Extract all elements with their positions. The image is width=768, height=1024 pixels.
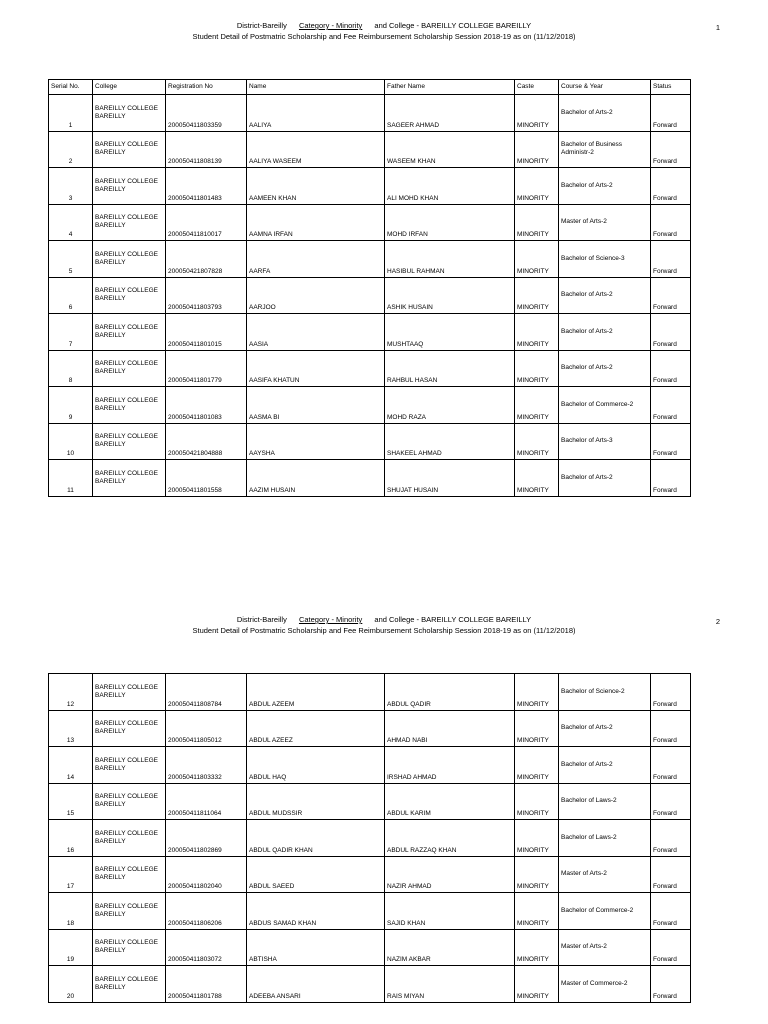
cell-college: BAREILLY COLLEGE BAREILLY — [93, 423, 166, 460]
cell-name: AASMA BI — [247, 387, 385, 424]
cell-status: Forward — [651, 241, 691, 278]
cell-serial: 20 — [49, 966, 93, 1003]
cell-name: ABTISHA — [247, 929, 385, 966]
cell-serial: 17 — [49, 856, 93, 893]
col-course-year: Course & Year — [559, 80, 651, 95]
cell-serial: 10 — [49, 423, 93, 460]
cell-status: Forward — [651, 314, 691, 351]
cell-name: AAZIM HUSAIN — [247, 460, 385, 497]
cell-caste: MINORITY — [515, 277, 559, 314]
cell-course-year: Bachelor of Laws-2 — [559, 783, 651, 820]
district-label: District-Bareilly — [236, 21, 287, 30]
cell-caste: MINORITY — [515, 893, 559, 930]
cell-father-name: SAGEER AHMAD — [385, 95, 515, 132]
cell-college: BAREILLY COLLEGE BAREILLY — [93, 710, 166, 747]
cell-father-name: MOHD IRFAN — [385, 204, 515, 241]
cell-college: BAREILLY COLLEGE BAREILLY — [93, 820, 166, 857]
col-registration: Registration No — [166, 80, 247, 95]
cell-status: Forward — [651, 131, 691, 168]
cell-name: ABDUS SAMAD KHAN — [247, 893, 385, 930]
college-label: and College - BAREILLY COLLEGE BAREILLY — [374, 21, 532, 30]
cell-name: AALIYA WASEEM — [247, 131, 385, 168]
cell-registration: 200050411801483 — [166, 168, 247, 205]
cell-course-year: Master of Arts-2 — [559, 856, 651, 893]
cell-caste: MINORITY — [515, 423, 559, 460]
table-row — [49, 856, 691, 893]
table-row — [49, 314, 691, 351]
cell-registration: 200050411801083 — [166, 387, 247, 424]
student-table-page-2 — [48, 673, 691, 1003]
table-row — [49, 966, 691, 1003]
cell-serial: 11 — [49, 460, 93, 497]
cell-status: Forward — [651, 204, 691, 241]
cell-course-year: Bachelor of Arts-2 — [559, 314, 651, 351]
cell-name: ABDUL SAEED — [247, 856, 385, 893]
cell-course-year: Bachelor of Arts-2 — [559, 95, 651, 132]
cell-serial: 14 — [49, 747, 93, 784]
report-subtitle: Student Detail of Postmatric Scholarship and Fee Reimbursement Scholarship Session 2018-19 as on (11/12/2018) — [192, 32, 576, 41]
cell-college: BAREILLY COLLEGE BAREILLY — [93, 131, 166, 168]
cell-course-year: Master of Commerce-2 — [559, 966, 651, 1003]
cell-caste: MINORITY — [515, 131, 559, 168]
col-name: Name — [247, 80, 385, 95]
cell-status: Forward — [651, 929, 691, 966]
page-1-header — [0, 20, 768, 42]
col-father-name: Father Name — [385, 80, 515, 95]
cell-course-year: Bachelor of Arts-2 — [559, 710, 651, 747]
table-row — [49, 131, 691, 168]
cell-serial: 19 — [49, 929, 93, 966]
cell-caste: MINORITY — [515, 387, 559, 424]
cell-college: BAREILLY COLLEGE BAREILLY — [93, 893, 166, 930]
table-row — [49, 277, 691, 314]
table-row — [49, 460, 691, 497]
cell-serial: 3 — [49, 168, 93, 205]
cell-course-year: Bachelor of Commerce-2 — [559, 893, 651, 930]
cell-registration: 200050411801788 — [166, 966, 247, 1003]
cell-status: Forward — [651, 387, 691, 424]
cell-caste: MINORITY — [515, 314, 559, 351]
cell-college: BAREILLY COLLEGE BAREILLY — [93, 277, 166, 314]
cell-caste: MINORITY — [515, 204, 559, 241]
cell-course-year: Bachelor of Arts-2 — [559, 277, 651, 314]
cell-serial: 8 — [49, 350, 93, 387]
student-table-page-1 — [48, 79, 691, 497]
table-row — [49, 387, 691, 424]
cell-caste: MINORITY — [515, 820, 559, 857]
cell-name: ABDUL AZEEZ — [247, 710, 385, 747]
cell-college: BAREILLY COLLEGE BAREILLY — [93, 204, 166, 241]
cell-serial: 7 — [49, 314, 93, 351]
cell-status: Forward — [651, 856, 691, 893]
cell-registration: 200050411801015 — [166, 314, 247, 351]
cell-registration: 200050411808139 — [166, 131, 247, 168]
cell-status: Forward — [651, 747, 691, 784]
page-number: 2 — [715, 617, 720, 626]
page-number: 1 — [715, 23, 720, 32]
report-subtitle: Student Detail of Postmatric Scholarship and Fee Reimbursement Scholarship Session 2018-19 as on (11/12/2018) — [192, 626, 576, 635]
cell-father-name: RAHBUL HASAN — [385, 350, 515, 387]
cell-serial: 16 — [49, 820, 93, 857]
cell-serial: 6 — [49, 277, 93, 314]
cell-course-year: Bachelor of Arts-2 — [559, 460, 651, 497]
table-header-row — [49, 80, 691, 95]
table-row — [49, 747, 691, 784]
cell-father-name: MUSHTAAQ — [385, 314, 515, 351]
table-row — [49, 241, 691, 278]
cell-caste: MINORITY — [515, 966, 559, 1003]
cell-status: Forward — [651, 966, 691, 1003]
cell-father-name: NAZIR AHMAD — [385, 856, 515, 893]
col-serial: Serial No. — [49, 80, 93, 95]
table-row — [49, 204, 691, 241]
cell-college: BAREILLY COLLEGE BAREILLY — [93, 350, 166, 387]
cell-name: ABDUL AZEEM — [247, 674, 385, 711]
cell-registration: 200050421804888 — [166, 423, 247, 460]
cell-course-year: Bachelor of Arts-2 — [559, 350, 651, 387]
cell-father-name: ALI MOHD KHAN — [385, 168, 515, 205]
cell-father-name: SAJID KHAN — [385, 893, 515, 930]
cell-father-name: WASEEM KHAN — [385, 131, 515, 168]
page-2-header — [0, 614, 768, 636]
cell-name: ADEEBA ANSARI — [247, 966, 385, 1003]
cell-name: AASIA — [247, 314, 385, 351]
col-status: Status — [651, 80, 691, 95]
cell-course-year: Bachelor of Arts-2 — [559, 747, 651, 784]
cell-course-year: Bachelor of Science-3 — [559, 241, 651, 278]
table-row — [49, 820, 691, 857]
cell-father-name: SHUJAT HUSAIN — [385, 460, 515, 497]
cell-registration: 200050411802040 — [166, 856, 247, 893]
cell-registration: 200050411811064 — [166, 783, 247, 820]
cell-registration: 200050411810017 — [166, 204, 247, 241]
cell-father-name: SHAKEEL AHMAD — [385, 423, 515, 460]
cell-serial: 9 — [49, 387, 93, 424]
cell-father-name: RAIS MIYAN — [385, 966, 515, 1003]
cell-father-name: HASIBUL RAHMAN — [385, 241, 515, 278]
cell-caste: MINORITY — [515, 929, 559, 966]
cell-course-year: Bachelor of Arts-3 — [559, 423, 651, 460]
table-row — [49, 929, 691, 966]
cell-name: AASIFA KHATUN — [247, 350, 385, 387]
cell-name: ABDUL QADIR KHAN — [247, 820, 385, 857]
table-row — [49, 710, 691, 747]
cell-caste: MINORITY — [515, 350, 559, 387]
cell-name: AARFA — [247, 241, 385, 278]
cell-caste: MINORITY — [515, 460, 559, 497]
cell-caste: MINORITY — [515, 241, 559, 278]
cell-course-year: Bachelor of Laws-2 — [559, 820, 651, 857]
cell-registration: 200050411801779 — [166, 350, 247, 387]
cell-caste: MINORITY — [515, 168, 559, 205]
cell-college: BAREILLY COLLEGE BAREILLY — [93, 674, 166, 711]
cell-name: AARJOO — [247, 277, 385, 314]
cell-registration: 200050411803072 — [166, 929, 247, 966]
cell-father-name: NAZIM AKBAR — [385, 929, 515, 966]
cell-course-year: Master of Arts-2 — [559, 204, 651, 241]
cell-name: AALIYA — [247, 95, 385, 132]
cell-caste: MINORITY — [515, 674, 559, 711]
cell-college: BAREILLY COLLEGE BAREILLY — [93, 387, 166, 424]
cell-course-year: Bachelor of Commerce-2 — [559, 387, 651, 424]
category-label: Category - Minority — [298, 615, 363, 624]
cell-serial: 15 — [49, 783, 93, 820]
cell-registration: 200050411803332 — [166, 747, 247, 784]
cell-name: AAMNA IRFAN — [247, 204, 385, 241]
cell-status: Forward — [651, 710, 691, 747]
cell-status: Forward — [651, 783, 691, 820]
table-row — [49, 423, 691, 460]
cell-college: BAREILLY COLLEGE BAREILLY — [93, 966, 166, 1003]
cell-serial: 4 — [49, 204, 93, 241]
cell-caste: MINORITY — [515, 710, 559, 747]
cell-registration: 200050421807828 — [166, 241, 247, 278]
cell-caste: MINORITY — [515, 783, 559, 820]
cell-registration: 200050411806206 — [166, 893, 247, 930]
cell-course-year: Bachelor of Business Administr-2 — [559, 131, 651, 168]
cell-father-name: IRSHAD AHMAD — [385, 747, 515, 784]
cell-serial: 13 — [49, 710, 93, 747]
cell-father-name: AHMAD NABI — [385, 710, 515, 747]
cell-father-name: ABDUL KARIM — [385, 783, 515, 820]
cell-father-name: ABDUL QADIR — [385, 674, 515, 711]
cell-course-year: Bachelor of Arts-2 — [559, 168, 651, 205]
cell-college: BAREILLY COLLEGE BAREILLY — [93, 929, 166, 966]
cell-status: Forward — [651, 350, 691, 387]
cell-serial: 18 — [49, 893, 93, 930]
cell-father-name: MOHD RAZA — [385, 387, 515, 424]
category-label: Category - Minority — [298, 21, 363, 30]
table-row — [49, 95, 691, 132]
cell-status: Forward — [651, 95, 691, 132]
cell-status: Forward — [651, 423, 691, 460]
cell-course-year: Master of Arts-2 — [559, 929, 651, 966]
cell-college: BAREILLY COLLEGE BAREILLY — [93, 747, 166, 784]
cell-college: BAREILLY COLLEGE BAREILLY — [93, 460, 166, 497]
cell-father-name: ASHIK HUSAIN — [385, 277, 515, 314]
cell-registration: 200050411801558 — [166, 460, 247, 497]
cell-registration: 200050411803359 — [166, 95, 247, 132]
cell-father-name: ABDUL RAZZAQ KHAN — [385, 820, 515, 857]
table-row — [49, 783, 691, 820]
cell-college: BAREILLY COLLEGE BAREILLY — [93, 95, 166, 132]
cell-college: BAREILLY COLLEGE BAREILLY — [93, 856, 166, 893]
district-label: District-Bareilly — [236, 615, 287, 624]
cell-status: Forward — [651, 168, 691, 205]
cell-name: ABDUL MUDSSIR — [247, 783, 385, 820]
cell-serial: 12 — [49, 674, 93, 711]
cell-status: Forward — [651, 893, 691, 930]
college-label: and College - BAREILLY COLLEGE BAREILLY — [374, 615, 532, 624]
cell-name: AAMEEN KHAN — [247, 168, 385, 205]
table-row — [49, 674, 691, 711]
cell-serial: 2 — [49, 131, 93, 168]
cell-caste: MINORITY — [515, 747, 559, 784]
col-caste: Caste — [515, 80, 559, 95]
table-row — [49, 893, 691, 930]
cell-caste: MINORITY — [515, 856, 559, 893]
cell-status: Forward — [651, 820, 691, 857]
cell-course-year: Bachelor of Science-2 — [559, 674, 651, 711]
cell-college: BAREILLY COLLEGE BAREILLY — [93, 314, 166, 351]
cell-status: Forward — [651, 674, 691, 711]
cell-serial: 1 — [49, 95, 93, 132]
cell-caste: MINORITY — [515, 95, 559, 132]
cell-registration: 200050411803793 — [166, 277, 247, 314]
cell-name: ABDUL HAQ — [247, 747, 385, 784]
cell-college: BAREILLY COLLEGE BAREILLY — [93, 783, 166, 820]
cell-status: Forward — [651, 460, 691, 497]
cell-registration: 200050411805012 — [166, 710, 247, 747]
cell-college: BAREILLY COLLEGE BAREILLY — [93, 168, 166, 205]
cell-college: BAREILLY COLLEGE BAREILLY — [93, 241, 166, 278]
table-row — [49, 350, 691, 387]
cell-registration: 200050411802869 — [166, 820, 247, 857]
cell-serial: 5 — [49, 241, 93, 278]
cell-status: Forward — [651, 277, 691, 314]
table-row — [49, 168, 691, 205]
col-college: College — [93, 80, 166, 95]
cell-name: AAYSHA — [247, 423, 385, 460]
cell-registration: 200050411808784 — [166, 674, 247, 711]
